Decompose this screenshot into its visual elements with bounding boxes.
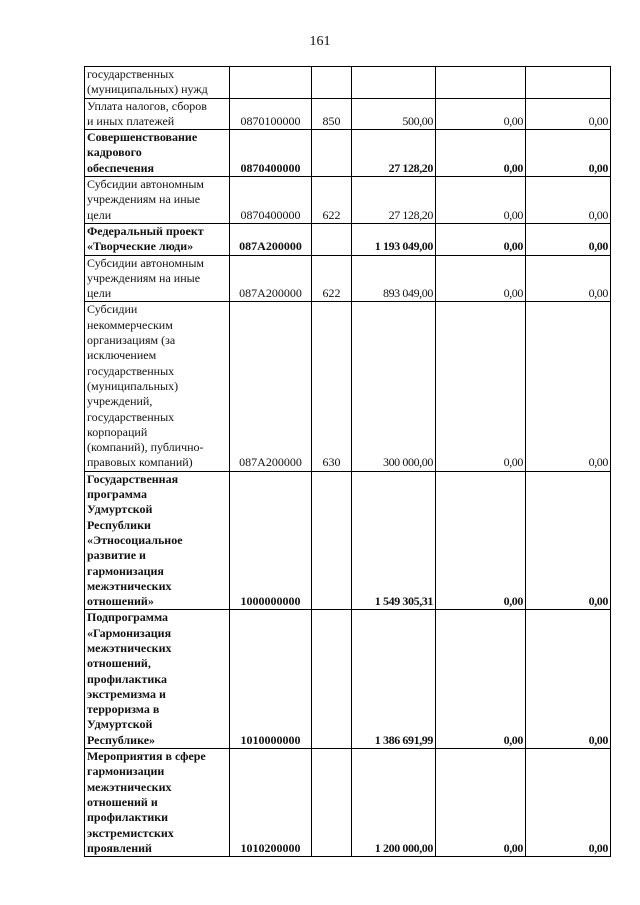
row-name-cell — [85, 255, 230, 302]
table-row — [85, 610, 611, 749]
row-name-line: экстремистских — [87, 825, 174, 840]
row-name-line: Субсидии автономным — [87, 177, 204, 192]
row-name-line: Подпрограмма — [87, 610, 169, 625]
row-name-line: гармонизации — [87, 764, 165, 779]
table-row — [85, 255, 611, 302]
row-name-line: обеспечения — [87, 160, 154, 175]
budget-table — [84, 66, 611, 857]
row-name-line: государственных — [87, 67, 175, 81]
expense-type-cell — [312, 749, 352, 857]
row-name-line: гармонизация — [87, 563, 164, 578]
row-name-line: отношений и — [87, 794, 158, 809]
amount-cell-2: 0,00 — [436, 177, 526, 224]
amount-cell-2: 0,00 — [436, 223, 526, 255]
row-name-line: терроризма в — [87, 702, 160, 717]
expense-type-cell: 630 — [312, 302, 352, 471]
amount-cell-2: 0,00 — [436, 130, 526, 177]
row-name-line: экстремизма и — [87, 686, 166, 701]
row-name-line: Удмуртской — [87, 502, 153, 517]
row-name-line: Уплата налогов, сборов — [87, 98, 207, 113]
amount-cell: 1 386 691,99 — [352, 610, 436, 749]
row-name-line: Республики — [87, 517, 151, 532]
row-name-line: программа — [87, 487, 147, 502]
row-name-line: Государственная — [87, 471, 179, 486]
target-code-cell: 087А200000 — [230, 223, 312, 255]
row-name-cell — [85, 98, 230, 130]
page-number: 161 — [309, 34, 331, 49]
row-name-cell — [85, 610, 230, 749]
amount-cell-2: 0,00 — [436, 471, 526, 610]
row-name-line: цели — [87, 207, 112, 222]
row-name-line: «Этносоциальное — [87, 532, 183, 547]
amount-cell-3: 0,00 — [526, 610, 611, 749]
row-name-line: кадрового — [87, 145, 142, 160]
table-row — [85, 177, 611, 224]
row-name-cell — [85, 177, 230, 224]
expense-type-cell: 850 — [312, 98, 352, 130]
amount-cell-2: 0,00 — [436, 98, 526, 130]
row-name-line: межэтнических — [87, 640, 172, 655]
row-name-line: государственных — [87, 409, 175, 424]
row-name-cell — [85, 471, 230, 610]
row-name-line: корпораций — [87, 424, 148, 439]
amount-cell-3: 0,00 — [526, 223, 611, 255]
row-name-line: Республике» — [87, 732, 156, 747]
row-name-line: и иных платежей — [87, 113, 175, 128]
target-code-cell: 0870400000 — [230, 130, 312, 177]
expense-type-cell — [312, 610, 352, 749]
amount-cell: 1 193 049,00 — [352, 223, 436, 255]
amount-cell-3: 0,00 — [526, 177, 611, 224]
row-name-cell — [85, 67, 230, 99]
amount-cell: 1 200 000,00 — [352, 749, 436, 857]
row-name-line: «Гармонизация — [87, 625, 172, 640]
row-name-line: Удмуртской — [87, 717, 153, 732]
expense-type-cell: 622 — [312, 255, 352, 302]
amount-cell: 27 128,20 — [352, 130, 436, 177]
row-name-line: цели — [87, 286, 112, 301]
row-name-line: (муниципальных) — [87, 378, 179, 393]
amount-cell-3: 0,00 — [526, 471, 611, 610]
row-name-line: учреждениям на иные — [87, 192, 201, 207]
row-name-cell — [85, 302, 230, 471]
amount-cell: 500,00 — [352, 98, 436, 130]
amount-cell-2: 0,00 — [436, 610, 526, 749]
row-name-line: развитие и — [87, 548, 146, 563]
row-name-line: отношений» — [87, 594, 154, 609]
row-name-line: Субсидии — [87, 302, 138, 317]
row-name-line: некоммерческим — [87, 317, 173, 332]
expense-type-cell — [312, 67, 352, 99]
amount-cell-3: 0,00 — [526, 255, 611, 302]
amount-cell-2: 0,00 — [436, 749, 526, 857]
amount-cell-2: 0,00 — [436, 302, 526, 471]
target-code-cell — [230, 67, 312, 99]
row-name-line: Совершенствование — [87, 130, 198, 145]
amount-cell: 27 128,20 — [352, 177, 436, 224]
table-row — [85, 130, 611, 177]
amount-cell: 1 549 305,31 — [352, 471, 436, 610]
amount-cell-3: 0,00 — [526, 130, 611, 177]
table-row — [85, 302, 611, 471]
amount-cell-3: 0,00 — [526, 302, 611, 471]
amount-cell: 893 049,00 — [352, 255, 436, 302]
target-code-cell: 1010200000 — [230, 749, 312, 857]
expense-type-cell: 622 — [312, 177, 352, 224]
target-code-cell: 1000000000 — [230, 471, 312, 610]
row-name-line: Мероприятия в сфере — [87, 749, 206, 764]
row-name-line: учреждений, — [87, 394, 153, 409]
row-name-line: (муниципальных) нужд — [87, 82, 208, 97]
row-name-line: межэтнических — [87, 779, 172, 794]
row-name-cell — [85, 749, 230, 857]
row-name-line: правовых компаний) — [87, 455, 193, 470]
row-name-line: профилактика — [87, 671, 167, 686]
table-row — [85, 67, 611, 99]
expense-type-cell — [312, 130, 352, 177]
target-code-cell: 1010000000 — [230, 610, 312, 749]
amount-cell-2 — [436, 67, 526, 99]
amount-cell-2: 0,00 — [436, 255, 526, 302]
amount-cell — [352, 67, 436, 99]
table-row — [85, 223, 611, 255]
amount-cell-3: 0,00 — [526, 98, 611, 130]
row-name-line: исключением — [87, 348, 157, 363]
row-name-line: государственных — [87, 363, 175, 378]
expense-type-cell — [312, 223, 352, 255]
row-name-line: организациям (за — [87, 333, 176, 348]
row-name-line: межэтнических — [87, 578, 172, 593]
target-code-cell: 087А200000 — [230, 255, 312, 302]
row-name-cell — [85, 130, 230, 177]
amount-cell-3 — [526, 67, 611, 99]
row-name-line: (компаний), публично- — [87, 440, 204, 455]
expense-type-cell — [312, 471, 352, 610]
row-name-line: отношений, — [87, 656, 151, 671]
row-name-cell — [85, 223, 230, 255]
amount-cell-3: 0,00 — [526, 749, 611, 857]
amount-cell: 300 000,00 — [352, 302, 436, 471]
row-name-line: учреждениям на иные — [87, 270, 201, 285]
table-row — [85, 749, 611, 857]
row-name-line: Субсидии автономным — [87, 255, 204, 270]
target-code-cell: 0870400000 — [230, 177, 312, 224]
row-name-line: «Творческие люди» — [87, 239, 194, 254]
target-code-cell: 087А200000 — [230, 302, 312, 471]
budget-table-body — [85, 67, 611, 857]
row-name-line: проявлений — [87, 840, 152, 855]
table-row — [85, 471, 611, 610]
target-code-cell: 0870100000 — [230, 98, 312, 130]
row-name-line: профилактики — [87, 810, 169, 825]
row-name-line: Федеральный проект — [87, 223, 204, 238]
table-row — [85, 98, 611, 130]
